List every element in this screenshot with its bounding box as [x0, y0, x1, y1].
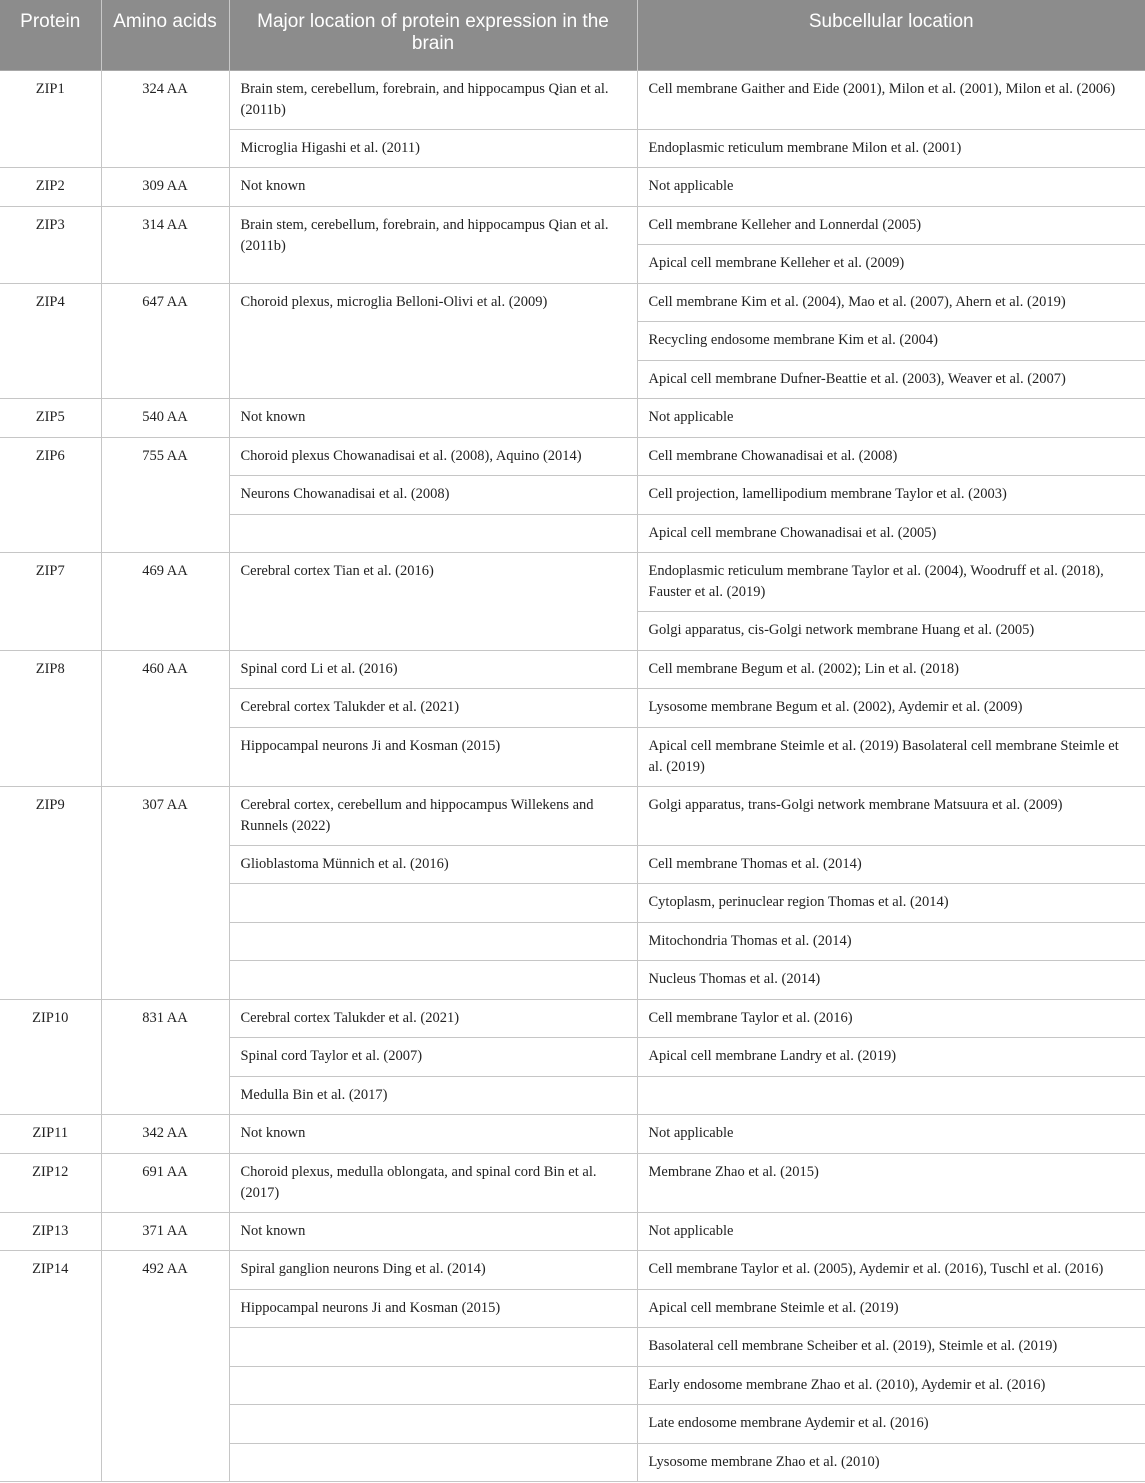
cell-protein: ZIP5	[0, 399, 101, 438]
cell-subcellular-location	[637, 1076, 1145, 1115]
cell-subcellular-location: Early endosome membrane Zhao et al. (2010), Aydemir et al. (2016)	[637, 1366, 1145, 1405]
header-brain-location: Major location of protein expression in the brain	[229, 0, 637, 70]
cell-brain-location: Glioblastoma Münnich et al. (2016)	[229, 845, 637, 884]
table-row	[0, 399, 1145, 438]
table-row	[0, 650, 1145, 689]
cell-subcellular-location: Not applicable	[637, 1115, 1145, 1154]
cell-brain-location	[229, 1328, 637, 1367]
header-subcellular-location: Subcellular location	[637, 0, 1145, 70]
cell-brain-location	[229, 1366, 637, 1405]
cell-subcellular-location: Cell membrane Taylor et al. (2005), Aydemir et al. (2016), Tuschl et al. (2016)	[637, 1251, 1145, 1290]
cell-subcellular-location: Cytoplasm, perinuclear region Thomas et al. (2014)	[637, 884, 1145, 923]
cell-subcellular-location: Not applicable	[637, 399, 1145, 438]
table-row	[0, 283, 1145, 322]
cell-subcellular-location: Membrane Zhao et al. (2015)	[637, 1153, 1145, 1212]
cell-subcellular-location: Apical cell membrane Landry et al. (2019)	[637, 1038, 1145, 1077]
cell-brain-location: Hippocampal neurons Ji and Kosman (2015)	[229, 1289, 637, 1328]
cell-amino-acids: 371 AA	[101, 1212, 229, 1251]
cell-brain-location: Cerebral cortex, cerebellum and hippocampus Willekens and Runnels (2022)	[229, 786, 637, 845]
cell-protein: ZIP8	[0, 650, 101, 786]
cell-amino-acids: 314 AA	[101, 206, 229, 283]
table-row	[0, 1212, 1145, 1251]
cell-subcellular-location: Cell membrane Kelleher and Lonnerdal (2005)	[637, 206, 1145, 245]
table-row	[0, 553, 1145, 612]
cell-subcellular-location: Not applicable	[637, 1212, 1145, 1251]
cell-protein: ZIP10	[0, 999, 101, 1115]
cell-brain-location	[229, 1405, 637, 1444]
table-header	[0, 0, 1145, 70]
cell-brain-location: Choroid plexus Chowanadisai et al. (2008), Aquino (2014)	[229, 437, 637, 476]
cell-brain-location: Spinal cord Li et al. (2016)	[229, 650, 637, 689]
table-row	[0, 206, 1145, 245]
cell-subcellular-location: Cell membrane Thomas et al. (2014)	[637, 845, 1145, 884]
cell-subcellular-location: Mitochondria Thomas et al. (2014)	[637, 922, 1145, 961]
cell-amino-acids: 307 AA	[101, 786, 229, 999]
cell-protein: ZIP4	[0, 283, 101, 399]
cell-subcellular-location: Cell membrane Kim et al. (2004), Mao et al. (2007), Ahern et al. (2019)	[637, 283, 1145, 322]
table-row	[0, 1251, 1145, 1290]
cell-brain-location: Choroid plexus, medulla oblongata, and spinal cord Bin et al. (2017)	[229, 1153, 637, 1212]
table-row	[0, 1153, 1145, 1212]
cell-protein: ZIP7	[0, 553, 101, 651]
cell-amino-acids: 492 AA	[101, 1251, 229, 1482]
cell-subcellular-location: Endoplasmic reticulum membrane Milon et al. (2001)	[637, 129, 1145, 168]
cell-brain-location: Medulla Bin et al. (2017)	[229, 1076, 637, 1115]
cell-amino-acids: 755 AA	[101, 437, 229, 553]
cell-subcellular-location: Basolateral cell membrane Scheiber et al. (2019), Steimle et al. (2019)	[637, 1328, 1145, 1367]
cell-amino-acids: 647 AA	[101, 283, 229, 399]
cell-protein: ZIP11	[0, 1115, 101, 1154]
cell-brain-location	[229, 514, 637, 553]
cell-brain-location: Brain stem, cerebellum, forebrain, and hippocampus Qian et al. (2011b)	[229, 206, 637, 283]
cell-brain-location: Hippocampal neurons Ji and Kosman (2015)	[229, 727, 637, 786]
cell-subcellular-location: Not applicable	[637, 168, 1145, 207]
cell-amino-acids: 540 AA	[101, 399, 229, 438]
table-row	[0, 1115, 1145, 1154]
header-row	[0, 0, 1145, 70]
cell-subcellular-location: Golgi apparatus, cis-Golgi network membrane Huang et al. (2005)	[637, 612, 1145, 651]
cell-brain-location: Cerebral cortex Talukder et al. (2021)	[229, 689, 637, 728]
table-row	[0, 168, 1145, 207]
cell-protein: ZIP14	[0, 1251, 101, 1482]
cell-brain-location: Spinal cord Taylor et al. (2007)	[229, 1038, 637, 1077]
table-row	[0, 437, 1145, 476]
cell-brain-location: Not known	[229, 399, 637, 438]
cell-subcellular-location: Cell membrane Taylor et al. (2016)	[637, 999, 1145, 1038]
header-protein: Protein	[0, 0, 101, 70]
cell-amino-acids: 324 AA	[101, 70, 229, 168]
cell-brain-location: Microglia Higashi et al. (2011)	[229, 129, 637, 168]
cell-amino-acids: 469 AA	[101, 553, 229, 651]
cell-subcellular-location: Apical cell membrane Steimle et al. (2019) Basolateral cell membrane Steimle et al. (2019)	[637, 727, 1145, 786]
table-body	[0, 70, 1145, 1482]
cell-subcellular-location: Golgi apparatus, trans-Golgi network membrane Matsuura et al. (2009)	[637, 786, 1145, 845]
cell-brain-location: Cerebral cortex Tian et al. (2016)	[229, 553, 637, 651]
header-amino-acids: Amino acids	[101, 0, 229, 70]
cell-subcellular-location: Apical cell membrane Kelleher et al. (2009)	[637, 245, 1145, 284]
cell-subcellular-location: Lysosome membrane Zhao et al. (2010)	[637, 1443, 1145, 1482]
cell-amino-acids: 831 AA	[101, 999, 229, 1115]
cell-brain-location: Not known	[229, 1212, 637, 1251]
cell-protein: ZIP12	[0, 1153, 101, 1212]
cell-brain-location: Cerebral cortex Talukder et al. (2021)	[229, 999, 637, 1038]
cell-amino-acids: 342 AA	[101, 1115, 229, 1154]
cell-brain-location	[229, 1443, 637, 1482]
cell-brain-location: Brain stem, cerebellum, forebrain, and hippocampus Qian et al. (2011b)	[229, 70, 637, 129]
cell-brain-location	[229, 961, 637, 1000]
cell-subcellular-location: Recycling endosome membrane Kim et al. (2004)	[637, 322, 1145, 361]
table-row	[0, 70, 1145, 129]
cell-subcellular-location: Apical cell membrane Chowanadisai et al. (2005)	[637, 514, 1145, 553]
cell-brain-location: Choroid plexus, microglia Belloni-Olivi et al. (2009)	[229, 283, 637, 399]
table-row	[0, 786, 1145, 845]
cell-brain-location: Spiral ganglion neurons Ding et al. (2014)	[229, 1251, 637, 1290]
table-row	[0, 999, 1145, 1038]
cell-subcellular-location: Late endosome membrane Aydemir et al. (2016)	[637, 1405, 1145, 1444]
cell-protein: ZIP3	[0, 206, 101, 283]
cell-amino-acids: 309 AA	[101, 168, 229, 207]
cell-protein: ZIP2	[0, 168, 101, 207]
cell-amino-acids: 460 AA	[101, 650, 229, 786]
cell-brain-location: Not known	[229, 168, 637, 207]
cell-brain-location	[229, 922, 637, 961]
cell-subcellular-location: Endoplasmic reticulum membrane Taylor et al. (2004), Woodruff et al. (2018), Fauster et al. (2019)	[637, 553, 1145, 612]
cell-brain-location	[229, 884, 637, 923]
cell-protein: ZIP9	[0, 786, 101, 999]
cell-subcellular-location: Apical cell membrane Dufner-Beattie et al. (2003), Weaver et al. (2007)	[637, 360, 1145, 399]
cell-brain-location: Not known	[229, 1115, 637, 1154]
cell-subcellular-location: Cell membrane Chowanadisai et al. (2008)	[637, 437, 1145, 476]
cell-protein: ZIP6	[0, 437, 101, 553]
cell-amino-acids: 691 AA	[101, 1153, 229, 1212]
cell-subcellular-location: Cell membrane Gaither and Eide (2001), Milon et al. (2001), Milon et al. (2006)	[637, 70, 1145, 129]
cell-protein: ZIP13	[0, 1212, 101, 1251]
cell-subcellular-location: Cell projection, lamellipodium membrane Taylor et al. (2003)	[637, 476, 1145, 515]
cell-subcellular-location: Lysosome membrane Begum et al. (2002), Aydemir et al. (2009)	[637, 689, 1145, 728]
cell-subcellular-location: Cell membrane Begum et al. (2002); Lin et al. (2018)	[637, 650, 1145, 689]
cell-subcellular-location: Apical cell membrane Steimle et al. (2019)	[637, 1289, 1145, 1328]
cell-brain-location: Neurons Chowanadisai et al. (2008)	[229, 476, 637, 515]
cell-protein: ZIP1	[0, 70, 101, 168]
cell-subcellular-location: Nucleus Thomas et al. (2014)	[637, 961, 1145, 1000]
